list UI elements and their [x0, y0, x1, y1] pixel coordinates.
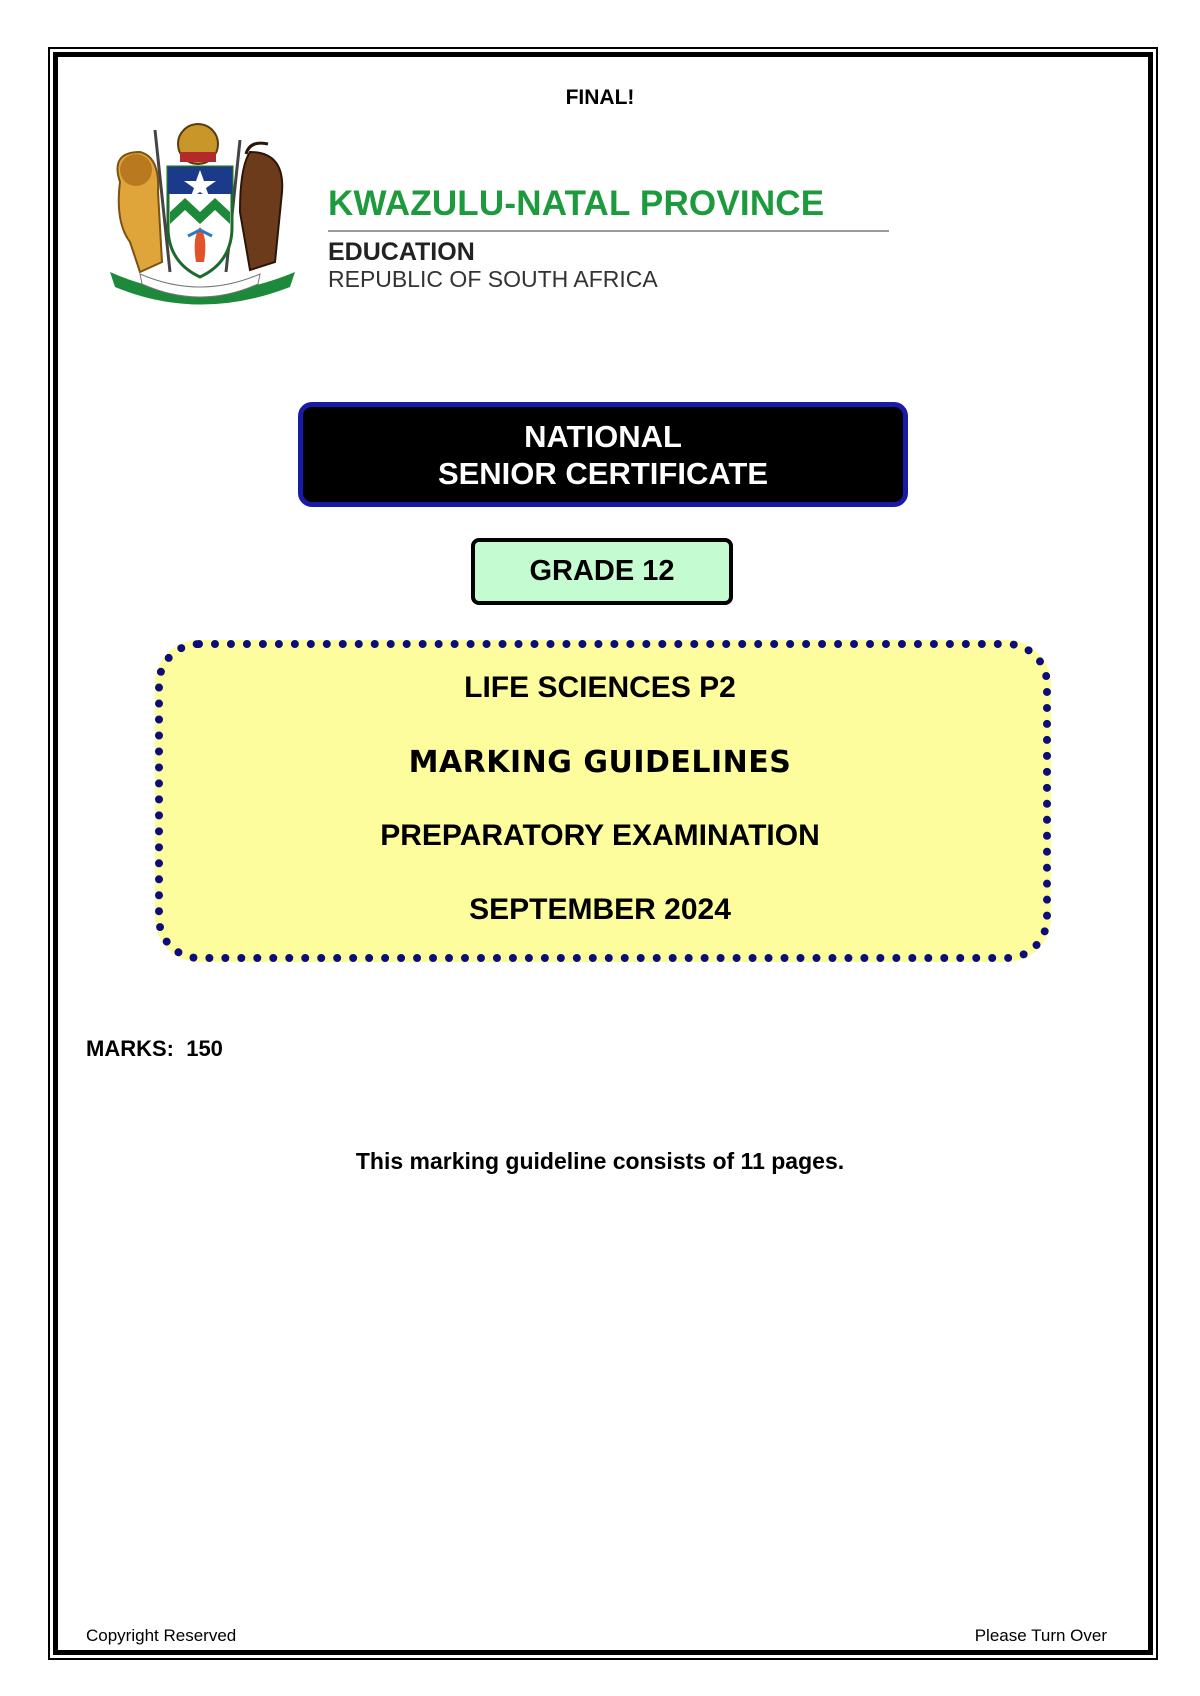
- total-marks: MARKS: 150: [86, 1036, 223, 1061]
- document-status: FINAL!: [565, 86, 635, 109]
- document-type: MARKING GUIDELINES: [408, 745, 792, 780]
- page-count-note: This marking guideline consists of 11 pages.: [355, 1148, 845, 1174]
- coat-of-arms-icon: [100, 112, 305, 317]
- department-name: EDUCATION: [328, 238, 475, 266]
- header-divider: [328, 230, 889, 232]
- country-name: REPUBLIC OF SOUTH AFRICA: [328, 266, 658, 292]
- certificate-line-2: SENIOR CERTIFICATE: [437, 455, 769, 491]
- copyright-footer: Copyright Reserved: [86, 1626, 237, 1645]
- exam-name: PREPARATORY EXAMINATION: [380, 819, 820, 852]
- province-name: KWAZULU-NATAL PROVINCE: [328, 184, 825, 223]
- certificate-line-1: NATIONAL: [524, 418, 682, 454]
- turn-over-footer: Please Turn Over: [974, 1626, 1107, 1645]
- certificate-banner: [298, 402, 908, 507]
- subject-title: LIFE SCIENCES P2: [464, 671, 736, 704]
- exam-date: SEPTEMBER 2024: [469, 893, 731, 926]
- grade-badge: GRADE 12: [471, 538, 733, 605]
